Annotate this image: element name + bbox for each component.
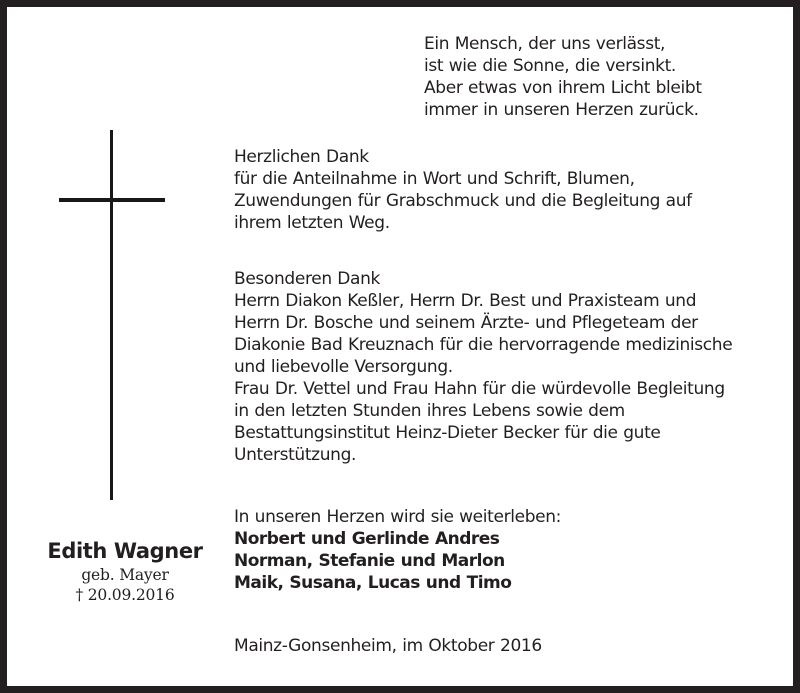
verse-line: ist wie die Sonne, die versinkt. [424, 56, 676, 76]
special-thanks-line: in den letzten Stunden ihres Lebens sowie dem [234, 401, 625, 421]
deceased-name: Edith Wagner [47, 539, 203, 563]
verse-line: Aber etwas von ihrem Licht bleibt [424, 78, 702, 98]
thanks-line: für die Anteilnahme in Wort und Schrift, Blumen, [234, 169, 635, 189]
special-thanks-line: und liebevolle Versorgung. [234, 357, 453, 377]
thanks-line: ihrem letzten Weg. [234, 213, 390, 233]
special-thanks-heading: Besonderen Dank [234, 269, 381, 289]
memorial-verse [424, 33, 702, 121]
survivors-section [234, 506, 561, 594]
survivor-name: Norbert und Gerlinde Andres [234, 529, 500, 549]
special-thanks-line: Bestattungsinstitut Heinz-Dieter Becker für die gute [234, 423, 661, 443]
cross-vertical-beam [110, 130, 113, 500]
deceased-maiden-name: geb. Mayer [81, 566, 169, 584]
thanks-line: Zuwendungen für Grabschmuck und die Begleitung auf [234, 191, 692, 211]
obituary-notice [7, 7, 793, 686]
deceased-block [27, 537, 223, 605]
place-date: Mainz-Gonsenheim, im Oktober 2016 [234, 636, 542, 656]
special-thanks-section [234, 268, 732, 466]
verse-line: immer in unseren Herzen zurück. [424, 100, 699, 120]
special-thanks-line: Unterstützung. [234, 445, 357, 465]
survivor-name: Norman, Stefanie und Marlon [234, 551, 505, 571]
special-thanks-line: Herrn Dr. Bosche und seinem Ärzte- und Pflegeteam der [234, 313, 698, 333]
cross-horizontal-beam [59, 198, 165, 202]
special-thanks-line: Herrn Diakon Keßler, Herrn Dr. Best und Praxisteam und [234, 291, 697, 311]
thanks-section [234, 146, 692, 234]
special-thanks-line: Frau Dr. Vettel und Frau Hahn für die würdevolle Begleitung [234, 379, 725, 399]
deceased-death-date: † 20.09.2016 [75, 586, 175, 604]
survivors-intro: In unseren Herzen wird sie weiterleben: [234, 507, 562, 527]
verse-line: Ein Mensch, der uns verlässt, [424, 34, 666, 54]
survivor-name: Maik, Susana, Lucas und Timo [234, 573, 512, 593]
special-thanks-line: Diakonie Bad Kreuznach für die hervorragende medizinische [234, 335, 733, 355]
thanks-heading: Herzlichen Dank [234, 147, 369, 167]
